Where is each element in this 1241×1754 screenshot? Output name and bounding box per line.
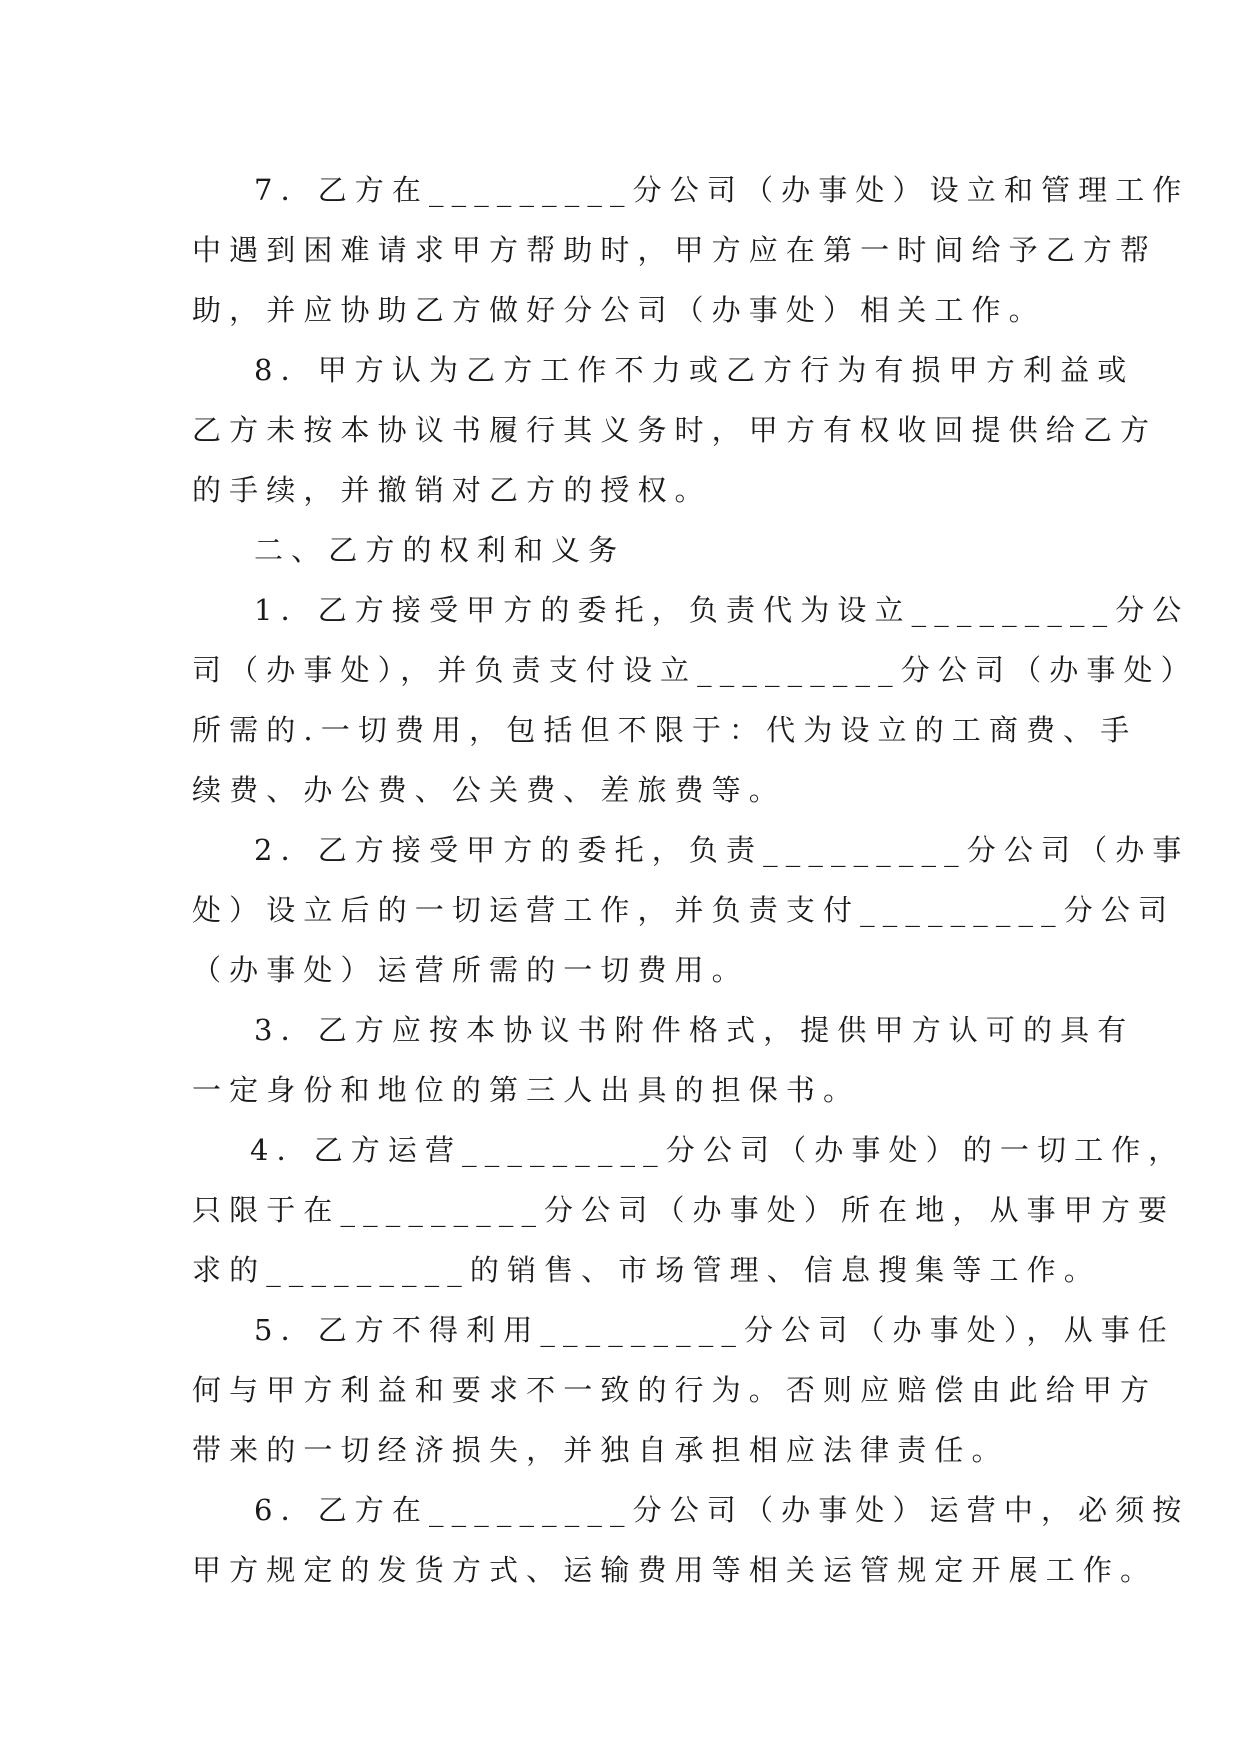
section-heading: 二、乙方的权利和义务: [254, 533, 626, 567]
document-body: [192, 160, 1198, 1600]
clause-b1-line-3: 所需的.一切费用，包括但不限于：代为设立的工商费、手: [192, 713, 1138, 747]
clause-8-line-1: 8．甲方认为乙方工作不力或乙方行为有损甲方利益或: [254, 353, 1135, 387]
clause-b1-line-1: 1．乙方接受甲方的委托，负责代为设立_________分公: [254, 593, 1190, 627]
clause-b2-line-1: 2．乙方接受甲方的委托，负责_________分公司（办事: [254, 833, 1190, 867]
clause-8-line-3: 的手续，并撤销对乙方的授权。: [192, 473, 712, 507]
clause-b4-line-1: 4．乙方运营_________分公司（办事处）的一切工作，: [250, 1133, 1186, 1167]
clause-b3-line-2: 一定身份和地位的第三人出具的担保书。: [192, 1073, 861, 1107]
clause-b5-line-1: 5．乙方不得利用_________分公司（办事处），从事任: [254, 1313, 1175, 1347]
clause-b2-line-2: 处）设立后的一切运营工作，并负责支付_________分公司: [192, 893, 1176, 927]
clause-7-line-3: 助，并应协助乙方做好分公司（办事处）相关工作。: [192, 293, 1046, 327]
clause-b3-line-1: 3．乙方应按本协议书附件格式，提供甲方认可的具有: [254, 1013, 1135, 1047]
clause-b5-line-3: 带来的一切经济损失，并独自承担相应法律责任。: [192, 1433, 1009, 1467]
clause-b1-line-4: 续费、办公费、公关费、差旅费等。: [192, 773, 786, 807]
clause-b4-line-2: 只限于在_________分公司（办事处）所在地，从事甲方要: [192, 1193, 1176, 1227]
clause-b5-line-2: 何与甲方利益和要求不一致的行为。否则应赔偿由此给甲方: [192, 1373, 1158, 1407]
clause-8-line-2: 乙方未按本协议书履行其义务时，甲方有权收回提供给乙方: [192, 413, 1158, 447]
clause-b6-line-2: 甲方规定的发货方式、运输费用等相关运管规定开展工作。: [192, 1553, 1158, 1587]
clause-b4-line-3: 求的_________的销售、市场管理、信息搜集等工作。: [192, 1253, 1101, 1287]
clause-7-line-2: 中遇到困难请求甲方帮助时，甲方应在第一时间给予乙方帮: [192, 233, 1158, 267]
clause-b2-line-3: （办事处）运营所需的一切费用。: [192, 953, 749, 987]
clause-b6-line-1: 6．乙方在_________分公司（办事处）运营中，必须按: [254, 1493, 1190, 1527]
clause-b1-line-2: 司（办事处），并负责支付设立_________分公司（办事处）: [192, 653, 1198, 687]
clause-7-line-1: 7．乙方在_________分公司（办事处）设立和管理工作: [254, 173, 1190, 207]
